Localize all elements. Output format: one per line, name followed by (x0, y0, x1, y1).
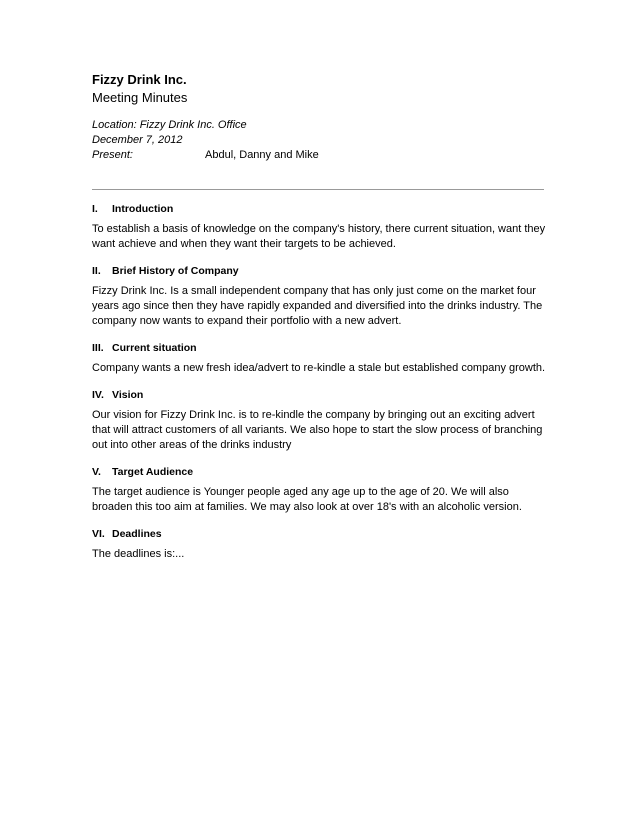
section-heading (92, 389, 548, 402)
section-current-situation (92, 342, 548, 376)
section-target-audience (92, 466, 548, 515)
meta-location-text: Location: Fizzy Drink Inc. Office (92, 119, 247, 131)
meta-date (92, 133, 548, 148)
section-deadlines (92, 528, 548, 562)
document-content (92, 72, 548, 562)
section-vision (92, 389, 548, 453)
section-title: Vision (112, 389, 144, 401)
section-number: III. (92, 342, 104, 354)
section-title: Target Audience (112, 466, 194, 478)
section-heading (92, 466, 548, 479)
section-number: VI. (92, 528, 105, 540)
section-number: II. (92, 265, 101, 277)
meta-present (92, 148, 548, 163)
section-title: Deadlines (112, 528, 162, 540)
meta-present-value: Abdul, Danny and Mike (205, 149, 319, 161)
section-title: Brief History of Company (112, 265, 239, 277)
company-name: Fizzy Drink Inc. (92, 72, 187, 87)
meeting-meta (92, 118, 548, 163)
section-heading (92, 265, 548, 278)
meta-present-label: Present: (92, 149, 133, 161)
section-brief-history (92, 265, 548, 329)
section-number: IV. (92, 389, 104, 401)
section-introduction (92, 203, 548, 252)
document-type: Meeting Minutes (92, 90, 188, 105)
section-body: The target audience is Younger people aged any age up to the age of 20. We will also broaden this too aim at families. We may also look at over 18's with an alcoholic version. (92, 486, 522, 513)
section-body: Our vision for Fizzy Drink Inc. is to re-kindle the company by bringing out an exciting advert that will attract customers of all variants. We also hope to start the slow process of branching out into other areas of the drinks industry (92, 409, 543, 451)
section-number: I. (92, 203, 98, 215)
section-number: V. (92, 466, 101, 478)
meta-date-text: December 7, 2012 (92, 134, 183, 146)
section-body: To establish a basis of knowledge on the company's history, there current situation, want they want achieve and when they want their targets to be achieved. (92, 223, 546, 250)
section-title: Introduction (112, 203, 174, 215)
section-body: The deadlines is:... (92, 548, 185, 560)
section-body: Company wants a new fresh idea/advert to re-kindle a stale but established company growth. (92, 362, 546, 374)
divider-line (92, 189, 544, 190)
section-heading (92, 528, 548, 541)
meta-location (92, 118, 548, 133)
section-title: Current situation (112, 342, 197, 354)
section-body: Fizzy Drink Inc. Is a small independent company that has only just come on the market four years ago since then they have rapidly expanded and diversified into the drinks industry. The company now wants to expand their portfolio with a new advert. (92, 285, 543, 327)
section-heading (92, 342, 548, 355)
section-heading (92, 203, 548, 216)
